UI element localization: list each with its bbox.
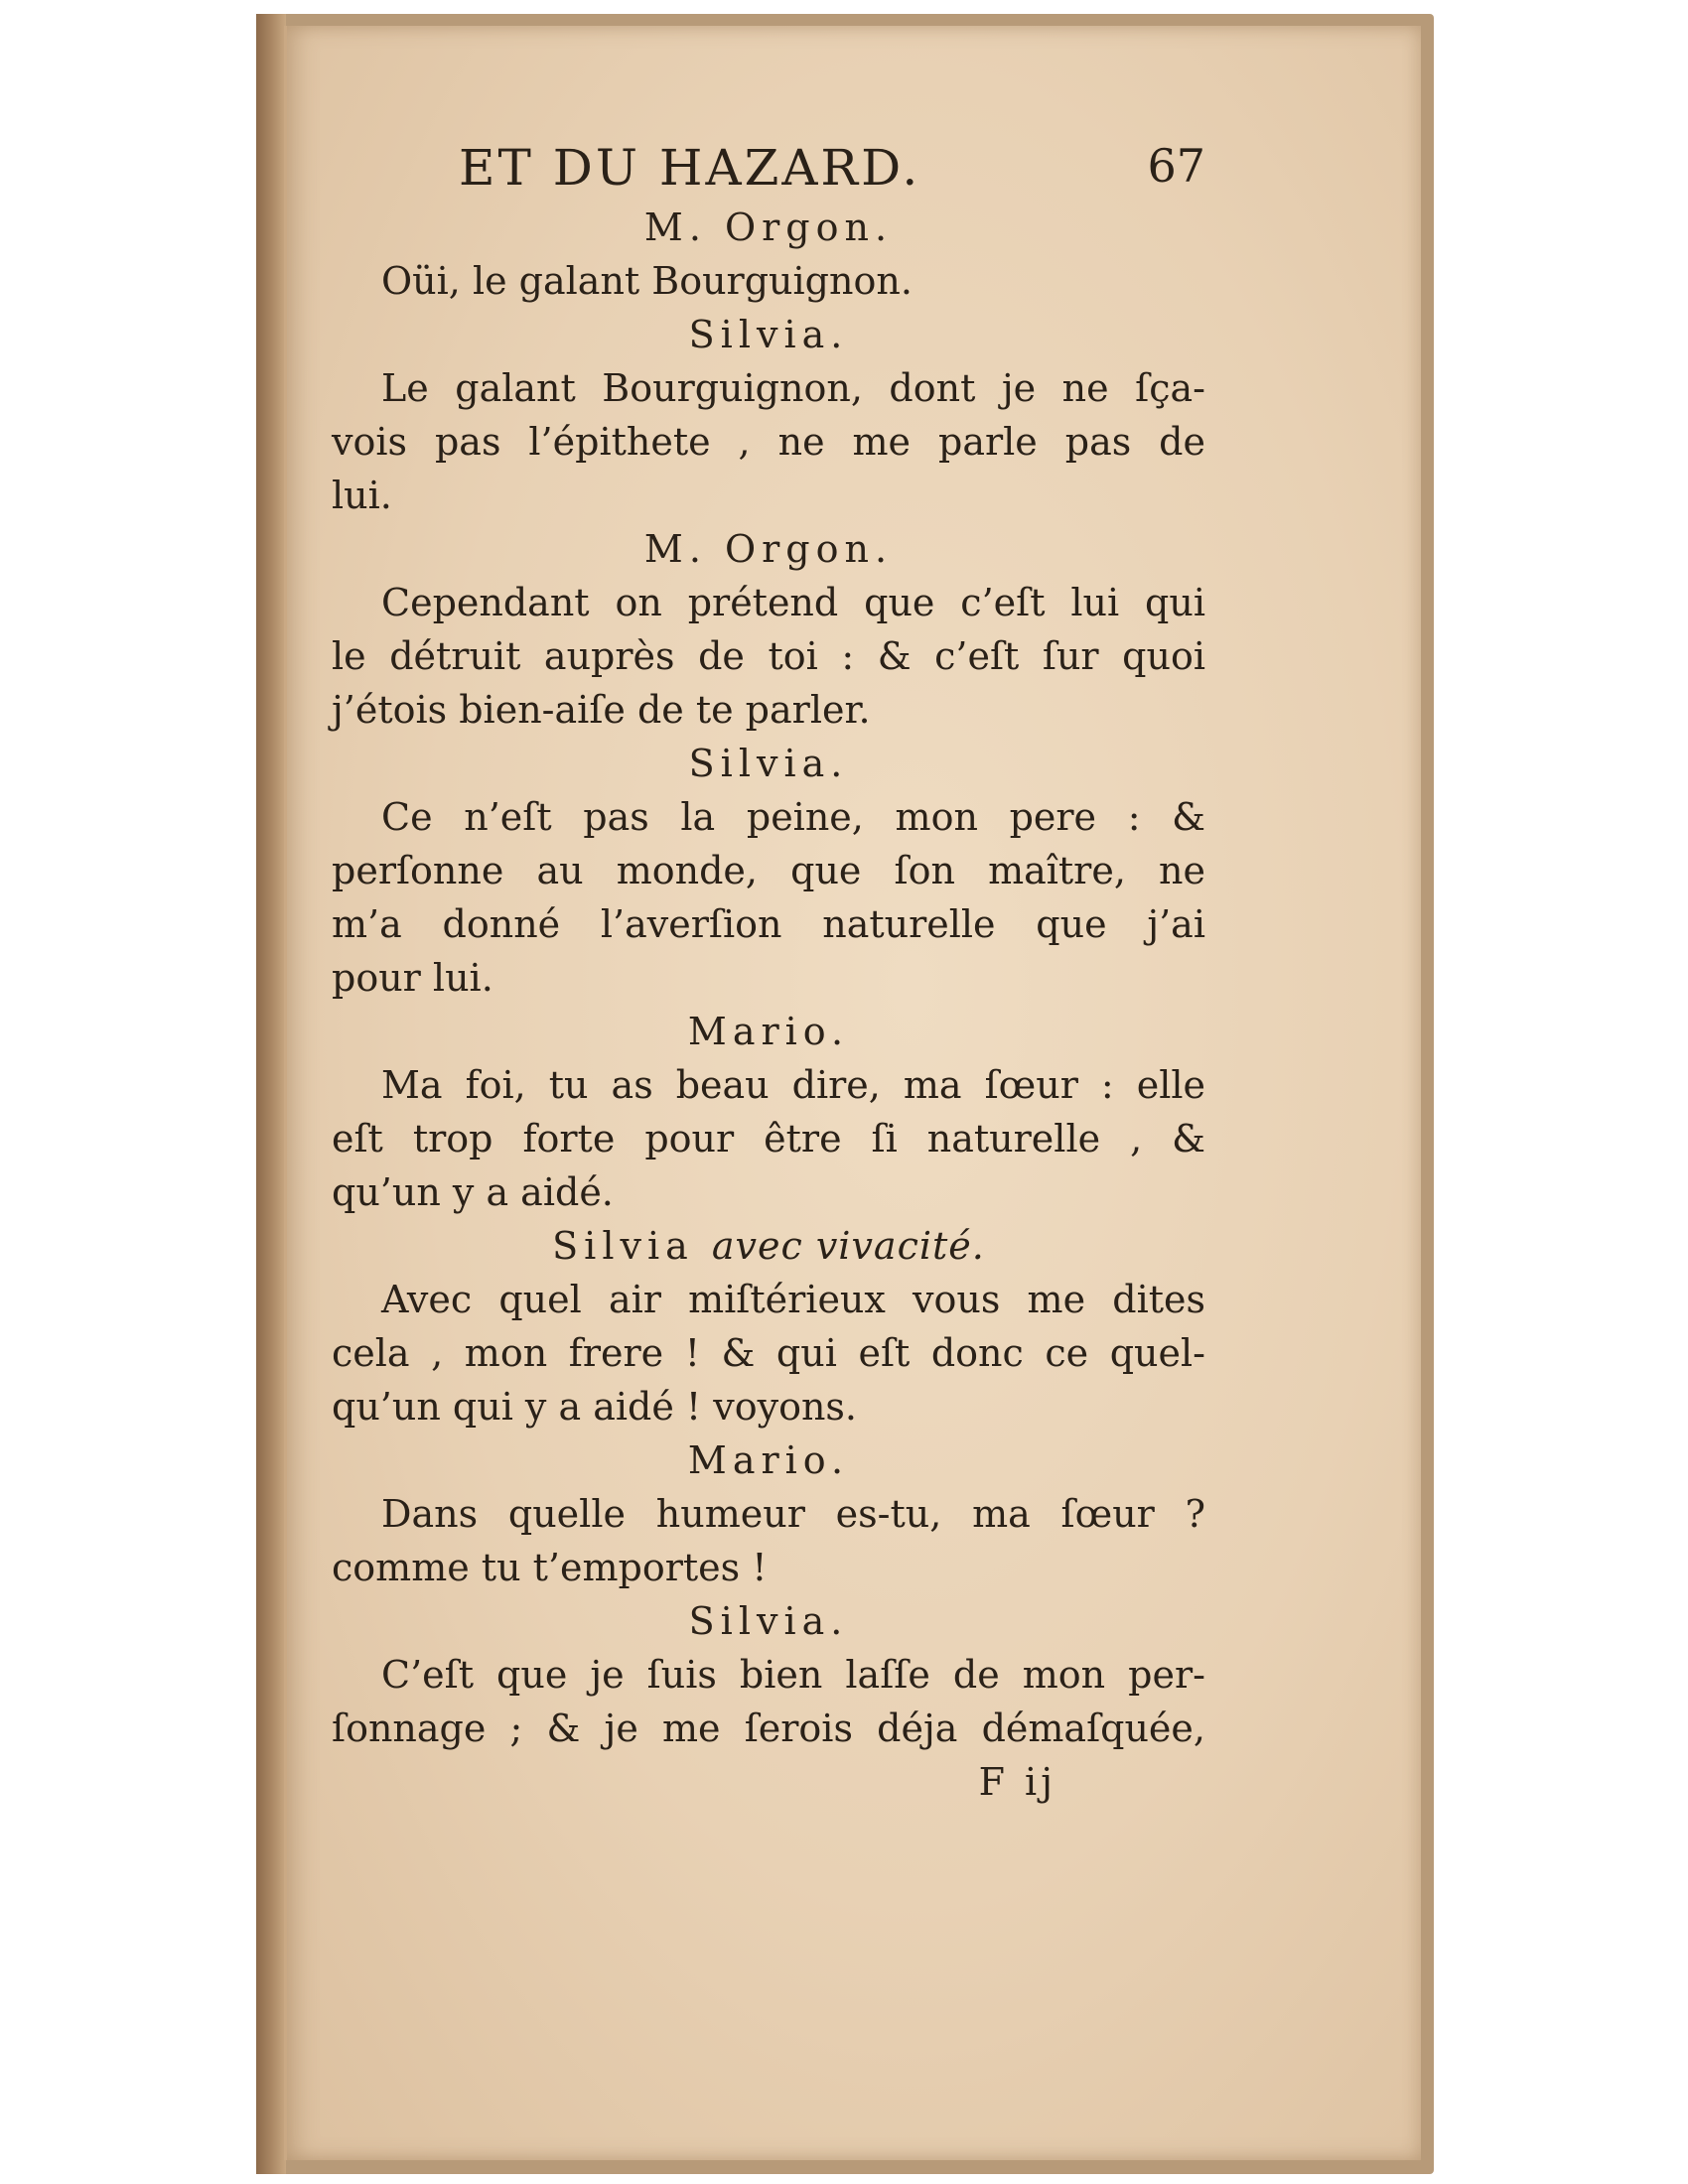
speech-line: Oüi, le galant Bourguignon.: [381, 259, 913, 303]
speech-line: qu’un y a aidé.: [332, 1170, 614, 1214]
speech-line: perſonne au monde, que ſon maître, ne: [332, 849, 1205, 892]
signature-mark: F ij: [978, 1760, 1056, 1804]
speaker-heading: Mario.: [687, 1010, 850, 1053]
speech-line: le détruit auprès de toi : & c’eſt ſur quoi: [332, 634, 1205, 678]
speech-line: qu’un qui y a aidé ! voyons.: [332, 1385, 858, 1429]
page-number: 67: [1147, 139, 1205, 193]
speech-line: vois pas l’épithete , ne me parle pas de: [332, 420, 1205, 464]
speech-line: Avec quel air miſtérieux vous me dites: [381, 1278, 1205, 1321]
speech-line: Ce n’eſt pas la peine, mon pere : &: [381, 795, 1205, 839]
speech-line: m’a donné l’averſion naturelle que j’ai: [332, 902, 1205, 946]
speech-line: ſonnage ; & je me ſerois déja démaſquée,: [332, 1706, 1205, 1750]
speech-line: Cependant on prétend que c’eſt lui qui: [381, 581, 1205, 624]
speech-line: C’eſt que je ſuis bien laſſe de mon per-: [381, 1653, 1205, 1697]
speech-line: lui.: [332, 474, 392, 517]
speech-line: comme tu t’emportes !: [332, 1546, 768, 1589]
speech-line: j’étois bien-aiſe de te parler.: [332, 688, 871, 732]
speaker-heading: Silvia.: [688, 742, 849, 785]
stage-direction: avec vivacité.: [711, 1224, 985, 1268]
speaker-heading: [332, 1219, 1205, 1273]
speech-line: cela , mon frere ! & qui eſt donc ce quel-: [332, 1331, 1205, 1375]
speaker-name: Silvia: [552, 1224, 694, 1268]
running-title: ET DU HAZARD.: [459, 139, 921, 197]
speech-line: pour lui.: [332, 956, 493, 1000]
speech-line: Dans quelle humeur es-tu, ma ſœur ?: [381, 1492, 1205, 1536]
book-spine: [256, 14, 286, 2174]
speaker-heading: M. Orgon.: [643, 527, 894, 571]
page-header: [332, 139, 1205, 201]
speaker-heading: Silvia.: [688, 313, 849, 356]
page-text: [332, 139, 1205, 1809]
speech-line: eſt trop forte pour être ſi naturelle , &: [332, 1117, 1205, 1160]
speaker-heading: M. Orgon.: [643, 205, 894, 249]
speaker-heading: Mario.: [687, 1438, 850, 1482]
speech-line: Le galant Bourguignon, dont je ne ſça-: [381, 366, 1205, 410]
speech-line: Ma foi, tu as beau dire, ma ſœur : elle: [381, 1063, 1205, 1107]
speaker-heading: Silvia.: [688, 1599, 849, 1643]
